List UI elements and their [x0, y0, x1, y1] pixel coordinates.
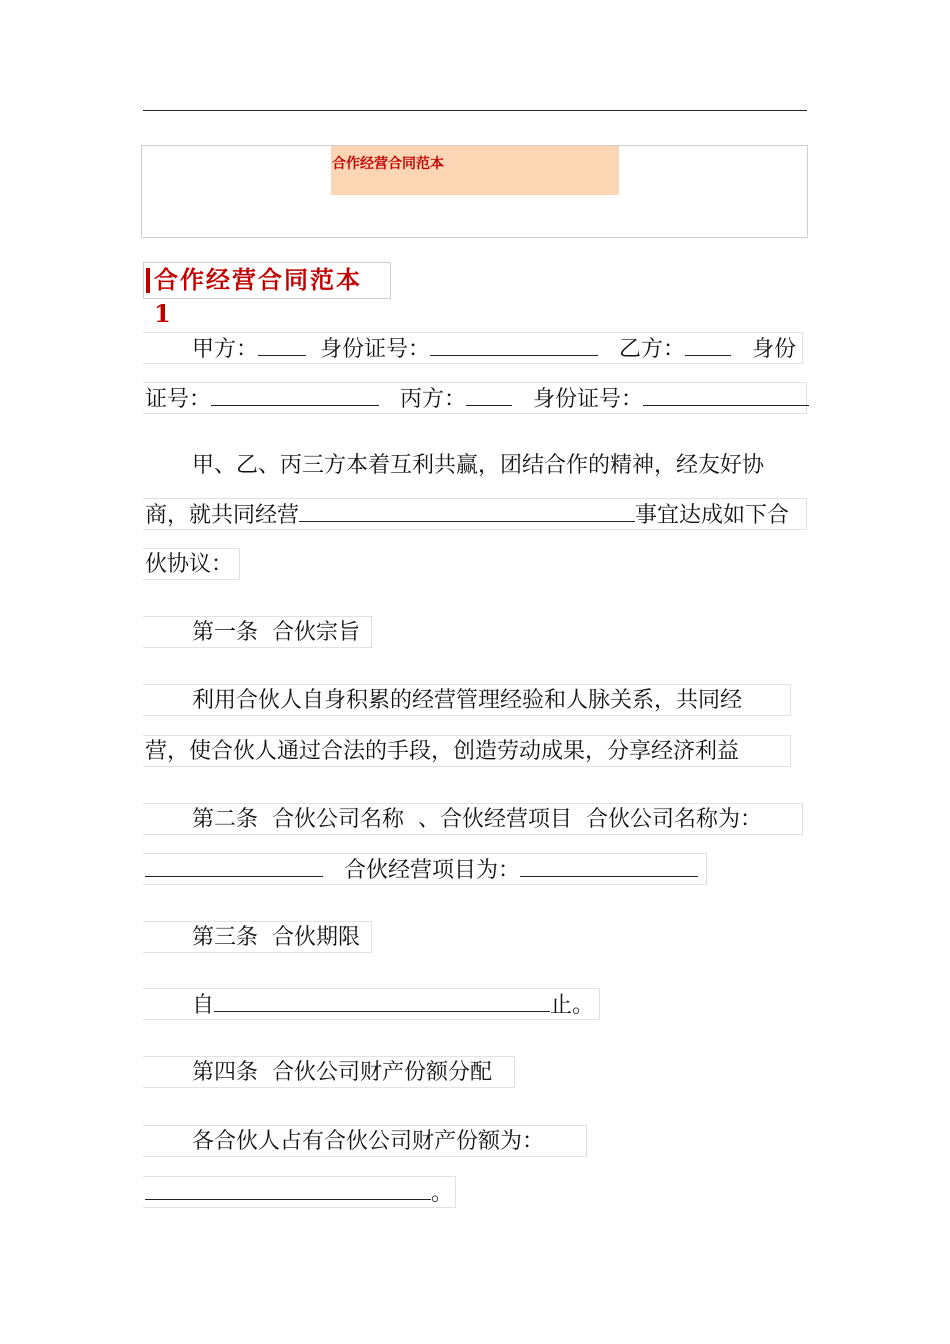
party-c-id-label: 身份证号： — [533, 387, 644, 412]
article-1-title-text: 第一条 合伙宗旨 — [192, 620, 360, 645]
article-2-body-text: 合伙经营项目为： — [343, 858, 520, 883]
party-c-id-blank[interactable] — [643, 383, 809, 406]
document-title: 合作经营合同范本 1 — [154, 265, 362, 328]
party-b-id-blank[interactable] — [211, 383, 379, 406]
intro-line-2 — [143, 498, 807, 530]
parties-line-1 — [143, 332, 803, 364]
article-1-body-2 — [143, 735, 791, 767]
intro-line-1 — [143, 450, 807, 482]
party-a-blank[interactable] — [258, 333, 306, 356]
project-blank[interactable] — [520, 854, 698, 877]
business-blank[interactable] — [299, 499, 635, 522]
article-3-from: 自 — [192, 993, 215, 1018]
party-b-id-label-start: 身份 — [752, 337, 797, 362]
intro-line-3 — [143, 548, 240, 580]
party-c-label: 丙方： — [400, 387, 467, 412]
intro-text-2b: 事宜达成如下合 — [635, 503, 790, 528]
party-a-label: 甲方： — [192, 337, 259, 362]
intro-text-2a: 商，就共同经营 — [145, 503, 300, 528]
article-2-title — [143, 803, 803, 835]
article-1-body-text-2: 营，使合伙人通过合法的手段，创造劳动成果，分享经济利益 — [145, 739, 740, 764]
top-rule — [143, 110, 807, 111]
article-4-title — [143, 1056, 515, 1088]
article-4-body — [143, 1125, 587, 1157]
party-b-blank[interactable] — [685, 333, 731, 356]
document-title-box — [143, 262, 391, 328]
party-c-blank[interactable] — [466, 383, 512, 406]
article-4-body-text: 各合伙人占有合伙公司财产份额为： — [192, 1129, 545, 1154]
party-a-id-blank[interactable] — [430, 333, 598, 356]
article-1-title — [143, 616, 372, 648]
intro-text-3: 伙协议： — [145, 552, 234, 577]
article-4-blank-line — [143, 1176, 456, 1208]
article-1-body-1 — [143, 684, 791, 716]
intro-text-1: 甲、乙、丙三方本着互利共赢，团结合作的精神，经友好协 — [192, 453, 765, 478]
article-3-body — [143, 988, 600, 1020]
article-4-end: 。 — [431, 1181, 454, 1206]
party-a-id-label: 身份证号： — [320, 337, 431, 362]
share-blank[interactable] — [145, 1177, 431, 1200]
parties-line-2 — [143, 382, 807, 414]
article-2-title-text: 第二条 合伙公司名称 、合伙经营项目 合伙公司名称为： — [192, 807, 762, 832]
company-name-blank[interactable] — [145, 854, 323, 877]
party-b-id-label-end: 证号： — [145, 387, 212, 412]
term-blank[interactable] — [214, 989, 550, 1012]
header-title-tab: 合作经营合同范本 — [331, 146, 619, 195]
article-1-body-text-1: 利用合伙人自身积累的经营管理经验和人脉关系，共同经 — [192, 688, 743, 713]
title-marker — [146, 268, 150, 293]
article-3-until: 止。 — [550, 993, 595, 1018]
article-3-title-text: 第三条 合伙期限 — [192, 925, 360, 950]
article-2-body — [143, 853, 707, 885]
article-3-title — [143, 921, 372, 953]
party-b-label: 乙方： — [619, 337, 686, 362]
article-4-title-text: 第四条 合伙公司财产份额分配 — [192, 1060, 492, 1085]
